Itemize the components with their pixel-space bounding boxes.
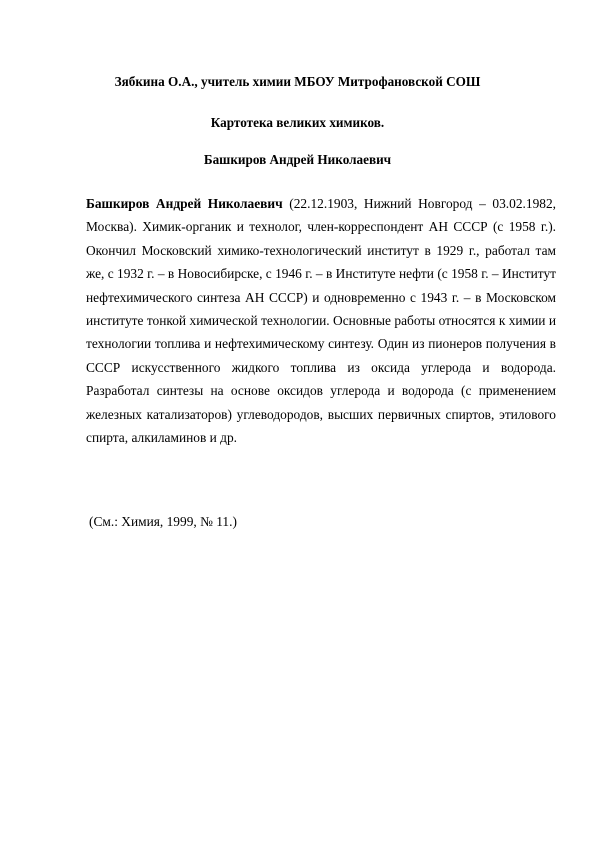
author-line: Зябкина О.А., учитель химии МБОУ Митрофановской СОШ [114,74,481,89]
document-title: Картотека великих химиков. [210,115,385,130]
biography-text: (22.12.1903, Нижний Новгород – 03.02.1982, Москва). Химик-органик и технолог, член-корреспондент АН СССР (с 1958 г.). Окончил Московский химико-технологический институт в 1929 г., работал там же, с 1932 г. – в Новосибирске, с 1946 г. – в Институте нефти (с 1958 г. – Институт нефтехимического синтеза АН СССР) и одновременно с 1943 г. – в Московском институте тонкой химической технологии. Основные работы относятся к химии и технологии топлива и нефтехимическому синтезу. Один из пионеров получения в СССР искусственного жидкого топлива из оксида углерода и водорода. Разработал синтезы на основе оксидов углерода и водорода (с применением железных катализаторов) углеводородов, высших первичных спиртов, этилового спирта, алкиламинов и др. [86,196,557,446]
person-heading: Башкиров Андрей Николаевич [203,152,392,167]
biography-paragraph [86,192,556,449]
biography-lead-name: Башкиров Андрей Николаевич [86,196,283,211]
source-citation: (См.: Химия, 1999, № 11.) [89,514,237,529]
